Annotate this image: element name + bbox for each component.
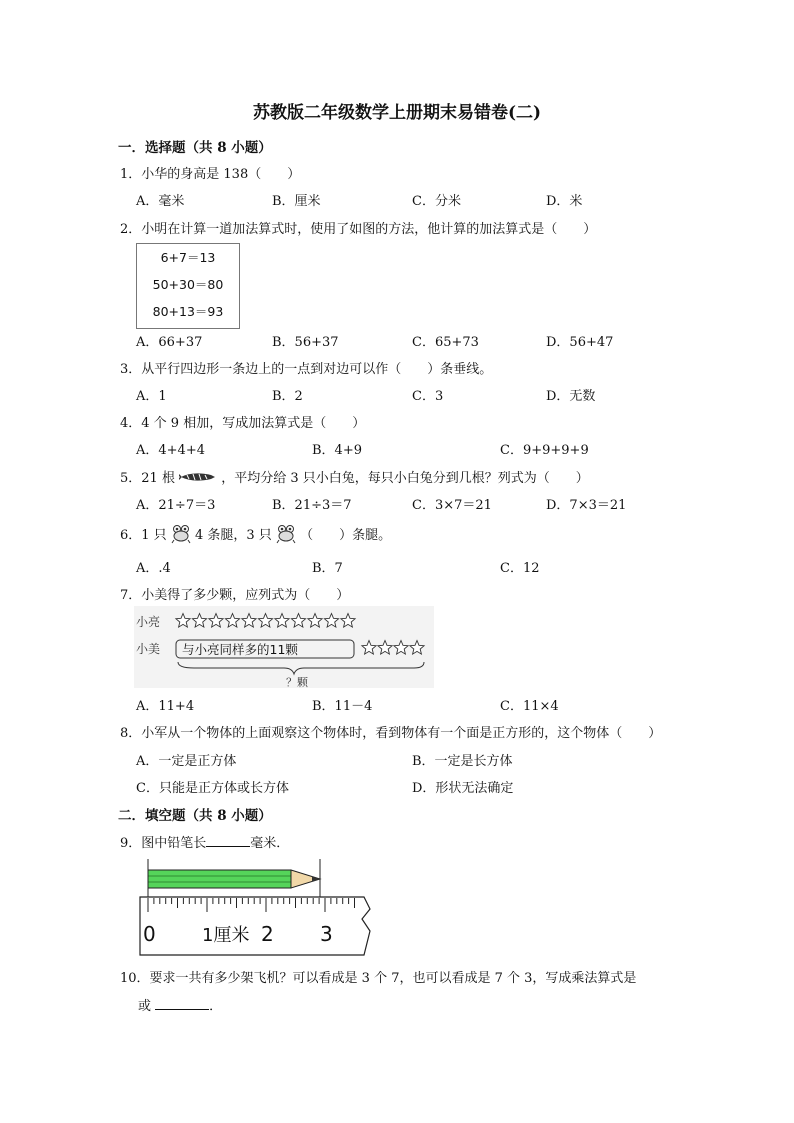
question-5-stem: [120, 467, 589, 486]
question-4-stem: 4．4 个 9 相加，写成加法算式是（ ）: [120, 416, 366, 431]
question-6-option-c[interactable]: C．12: [500, 561, 540, 576]
question-1-option-b[interactable]: B．厘米: [272, 194, 321, 209]
question-10-line-1: 10．要求一共有多少架飞机？可以看成是 3 个 7，也可以看成是 7 个 3，写成乘法算式是: [120, 971, 637, 986]
question-10-line-2: [138, 995, 222, 1014]
question-5-stem-part-b: ，平均分给 3 只小白兔，每只小白兔分到几根？列式为（ ）: [221, 471, 589, 486]
figure-line-3: 80+13＝93: [152, 304, 224, 319]
question-5-option-c[interactable]: C．3×7＝21: [412, 498, 492, 513]
section-heading-fill: 二．填空题（共 8 小题）: [118, 808, 272, 824]
question-2-option-d[interactable]: D．56+47: [546, 335, 614, 350]
carrot-icon: [179, 469, 217, 485]
frog-icon: [171, 524, 191, 544]
question-3-option-c[interactable]: C．3: [412, 389, 444, 404]
pencil-ruler-figure: [138, 857, 378, 957]
question-count-label: ？颗: [286, 676, 308, 688]
question-2-figure-box: [136, 243, 240, 329]
question-3-option-d[interactable]: D．无数: [546, 389, 596, 404]
question-1-option-a[interactable]: A．毫米: [136, 194, 185, 209]
question-8-option-d[interactable]: D．形状无法确定: [412, 781, 514, 796]
ruler-label-0: 0: [143, 922, 156, 946]
stars-comparison-figure: [134, 606, 434, 688]
question-3-option-a[interactable]: A．1: [136, 389, 167, 404]
ruler-label-2: 2: [261, 922, 274, 946]
question-1-option-d[interactable]: D．米: [546, 194, 583, 209]
ruler-label-3: 3: [320, 922, 333, 946]
figure-label-xiaoliang: 小亮: [136, 615, 161, 629]
question-6-option-a[interactable]: A．.4: [136, 561, 171, 576]
frog-icon: [276, 524, 296, 544]
question-4-option-a[interactable]: A．4+4+4: [136, 443, 205, 458]
question-2-option-b[interactable]: B．56+37: [272, 335, 339, 350]
page-title: 苏教版二年级数学上册期末易错卷(二): [252, 103, 542, 123]
question-5-option-a[interactable]: A．21÷7＝3: [136, 498, 216, 513]
question-7-option-c[interactable]: C．11×4: [500, 699, 559, 714]
answer-blank[interactable]: [155, 995, 209, 1010]
question-9-stem-part-b: 毫米．: [250, 836, 290, 851]
question-7-option-a[interactable]: A．11+4: [136, 699, 195, 714]
question-1-stem: 1．小华的身高是 138（ ）: [120, 167, 301, 182]
question-8-option-b[interactable]: B．一定是长方体: [412, 754, 513, 769]
question-9-stem: [120, 832, 289, 851]
pencil-icon: [148, 870, 320, 888]
question-1-option-c[interactable]: C．分米: [412, 194, 461, 209]
question-7-stem: 7．小美得了多少颗，应列式为（ ）: [120, 588, 350, 603]
question-8-option-a[interactable]: A．一定是正方体: [136, 754, 237, 769]
question-6-stem-part-c: （ ）条腿。: [300, 528, 392, 543]
question-4-option-c[interactable]: C．9+9+9+9: [500, 443, 589, 458]
question-6-stem-part-b: 4 条腿，3 只: [194, 528, 272, 543]
question-6-stem: [120, 524, 391, 544]
question-2-option-a[interactable]: A．66+37: [136, 335, 203, 350]
ruler: [140, 897, 370, 955]
figure-line-1: 6+7＝13: [160, 250, 216, 265]
question-8-option-c[interactable]: C．只能是正方体或长方体: [136, 781, 289, 796]
question-7-option-b[interactable]: B．11－4: [312, 699, 373, 714]
figure-line-2: 50+30＝80: [152, 277, 224, 292]
question-9-stem-part-a: 9．图中铅笔长: [120, 836, 207, 851]
question-5-option-d[interactable]: D．7×3＝21: [546, 498, 627, 513]
question-3-stem: 3．从平行四边形一条边上的一点到对边可以作（ ）条垂线。: [120, 362, 493, 377]
bracket-label: 与小亮同样多的11颗: [182, 642, 298, 657]
question-10-or: 或: [138, 999, 152, 1014]
question-5-stem-part-a: 5．21 根: [120, 471, 175, 486]
figure-label-xiaomei: 小美: [136, 642, 161, 656]
question-4-option-b[interactable]: B．4+9: [312, 443, 362, 458]
question-8-stem: 8．小军从一个物体的上面观察这个物体时，看到物体有一个面是正方形的，这个物体（ ）: [120, 726, 662, 741]
question-3-option-b[interactable]: B．2: [272, 389, 303, 404]
question-2-stem: 2．小明在计算一道加法算式时，使用了如图的方法，他计算的加法算式是（ ）: [120, 222, 597, 237]
question-5-option-b[interactable]: B．21÷3＝7: [272, 498, 352, 513]
section-heading-choice: 一．选择题（共 8 小题）: [118, 140, 272, 156]
answer-blank[interactable]: [206, 832, 250, 847]
question-6-option-b[interactable]: B．7: [312, 561, 343, 576]
question-2-option-c[interactable]: C．65+73: [412, 335, 479, 350]
question-6-stem-part-a: 6．1 只: [120, 528, 167, 543]
ruler-label-1cm: 1厘米: [202, 925, 250, 946]
question-10-period: ．: [209, 999, 223, 1014]
